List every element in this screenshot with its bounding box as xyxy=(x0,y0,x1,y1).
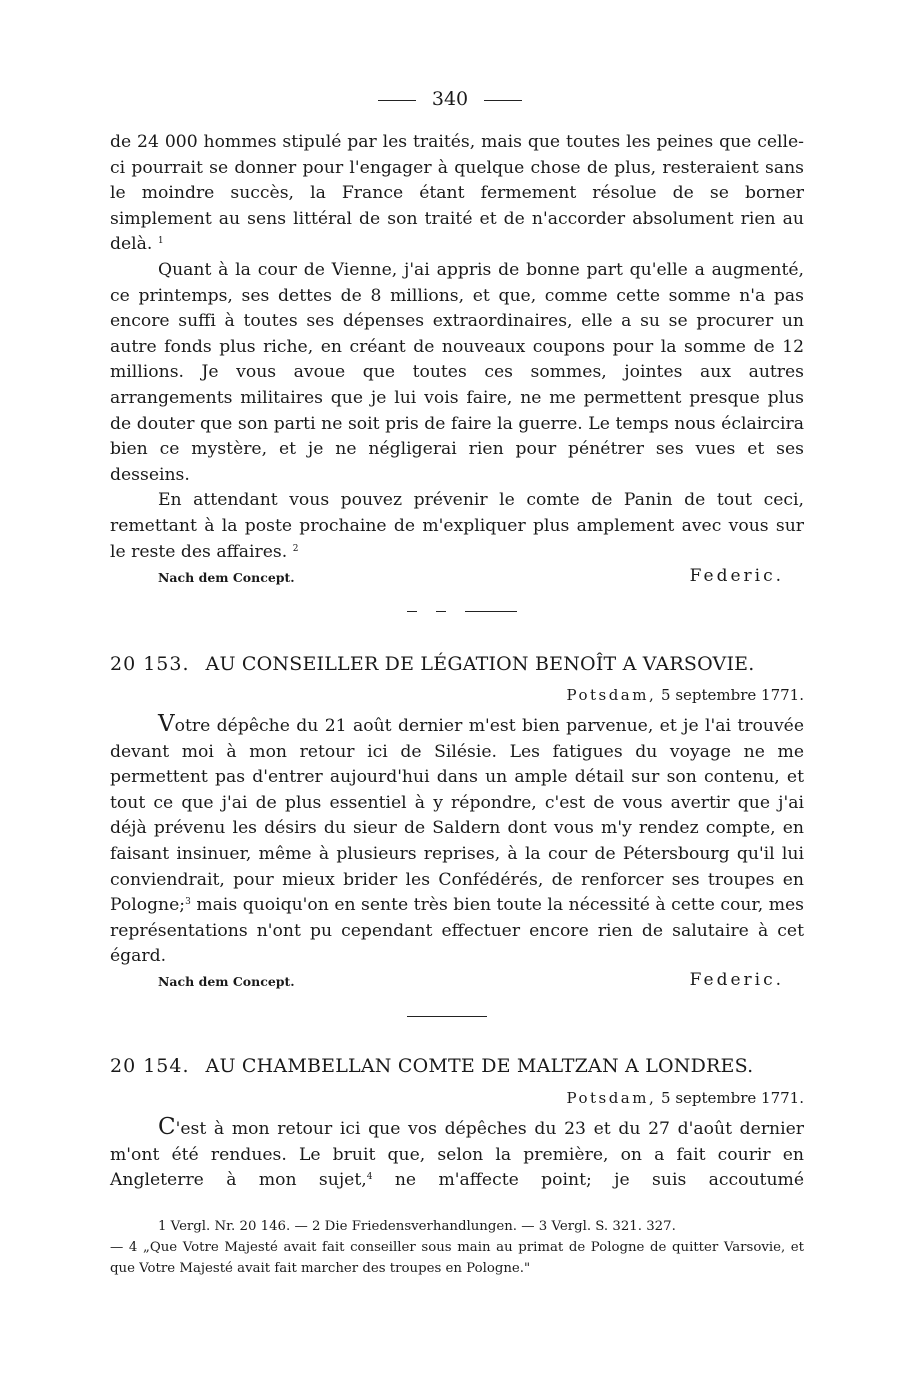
signature-row-1 xyxy=(110,566,784,588)
separator-dash-1 xyxy=(407,611,417,612)
footnotes xyxy=(110,1216,804,1279)
dateline-date: 5 septembre 1771. xyxy=(661,1089,804,1107)
letter-heading-20153 xyxy=(110,653,804,675)
dateline-20153 xyxy=(566,686,804,704)
separator-line-1 xyxy=(465,611,517,612)
separator-dash-2 xyxy=(436,611,446,612)
dateline-place: Potsdam, xyxy=(566,1089,657,1107)
paragraph-5-text-b: ne m'affecte point; je suis accoutumé xyxy=(394,1170,805,1191)
dateline-place: Potsdam, xyxy=(566,686,657,704)
letter-heading-20154 xyxy=(110,1055,804,1077)
separator-line-2 xyxy=(407,1016,487,1017)
paragraph-1-text: de 24 000 hommes stipulé par les traités, mais que toutes les peines que celle-ci pourrait se donner pour l'engager à quelque chose de plus, resteraient sans le moindre succès, la France étant fermement résolue de se borner simplement au sens littéral de son traité et de n'accorder absolument rien au delà. xyxy=(110,132,804,255)
letter-title: AU CONSEILLER DE LÉGATION BENOÎT A VARSOVIE. xyxy=(205,653,755,675)
letter-number: 20 154. xyxy=(110,1055,190,1077)
paragraph-4 xyxy=(110,712,804,970)
paragraph-2: Quant à la cour de Vienne, j'ai appris de bonne part qu'elle a augmenté, ce printemps, ses dettes de 8 millions, et que, comme cette somme n'a pas encore suffi à toutes ses dépenses extraordinaires, elle a su se procurer un autre fonds plus riche, en créant de nouveaux coupons pour la somme de 12 millions. Je vous avoue que toutes ces sommes, jointes aux autres arrangements militaires que je lui vois faire, ne me permettent presque plus de douter que son parti ne soit pris de faire la guerre. Le temps nous éclaircira bien ce mystère, et je ne négligerai rien pour pénétrer ses vues et ses desseins. xyxy=(110,259,804,485)
drop-cap: C xyxy=(158,1114,176,1140)
paragraph-4-text-b: mais quoiqu'on en sente très bien toute la nécessité à cette cour, mes représentations n'ont pu cependant effectuer encore rien de salutaire à cet égard. xyxy=(110,895,805,967)
letter-number: 20 153. xyxy=(110,653,190,675)
signature-row-2 xyxy=(110,970,784,992)
dateline-date: 5 septembre 1771. xyxy=(661,686,804,704)
footnote-line-2: — 4 „Que Votre Majesté avait fait conseiller sous main au primat de Pologne de quitter Varsovie, et que Votre Majesté avait fait marcher des troupes en Pologne." xyxy=(110,1240,804,1276)
paragraph-4-text-a: otre dépêche du 21 août dernier m'est bien parvenue, et je l'ai trouvée devant moi à mon retour ici de Silésie. Les fatigues du voyage ne me permettent pas d'entrer aujourd'hui dans un ample détail sur son contenu, et tout ce que j'ai de plus essentiel à y répondre, c'est de vous avertir que j'ai déjà prévenu les désirs du sieur de Saldern dont vous m'y rendez compte, en faisant insinuer, même à plusieurs reprises, à la cour de Pétersbourg qu'il lui conviendrait, pour mieux brider les Confédérés, de renforcer ses troupes en Pologne; xyxy=(110,716,804,916)
letter-body-20153 xyxy=(110,712,804,970)
page-number xyxy=(0,88,900,110)
paragraph-3 xyxy=(110,488,804,565)
drop-cap: V xyxy=(158,711,175,737)
footnote-ref-2: 2 xyxy=(292,543,299,554)
signature: Federic. xyxy=(689,566,784,586)
paragraph-5 xyxy=(110,1115,804,1194)
footnote-ref-3: 3 xyxy=(185,897,191,908)
page-number-dash-left xyxy=(378,100,416,101)
footnote-ref-4: 4 xyxy=(366,1172,373,1183)
page-number-dash-right xyxy=(484,100,522,101)
dateline-20154 xyxy=(566,1089,804,1107)
concept-note: Nach dem Concept. xyxy=(158,570,295,585)
paragraph-1 xyxy=(110,130,804,258)
footnote-ref-1: 1 xyxy=(157,236,164,247)
paragraph-5-text-a: 'est à mon retour ici que vos dépêches du 23 et du 27 d'août dernier m'ont été rendues. Le bruit que, selon la première, on a fait courir en Angleterre à mon sujet, xyxy=(110,1119,804,1191)
letter-title: AU CHAMBELLAN COMTE DE MALTZAN A LONDRES. xyxy=(205,1055,754,1077)
paragraph-3-text: En attendant vous pouvez prévenir le comte de Panin de tout ceci, remettant à la poste prochaine de m'expliquer plus amplement avec vous sur le reste des affaires. xyxy=(110,490,804,562)
signature: Federic. xyxy=(689,970,784,990)
letter-body-20154 xyxy=(110,1115,804,1194)
concept-note: Nach dem Concept. xyxy=(158,974,295,989)
page-number-text: 340 xyxy=(431,88,469,110)
letter-continuation xyxy=(110,130,804,565)
footnote-line-1: 1 Vergl. Nr. 20 146. — 2 Die Friedensverhandlungen. — 3 Vergl. S. 321. 327. xyxy=(158,1219,676,1234)
